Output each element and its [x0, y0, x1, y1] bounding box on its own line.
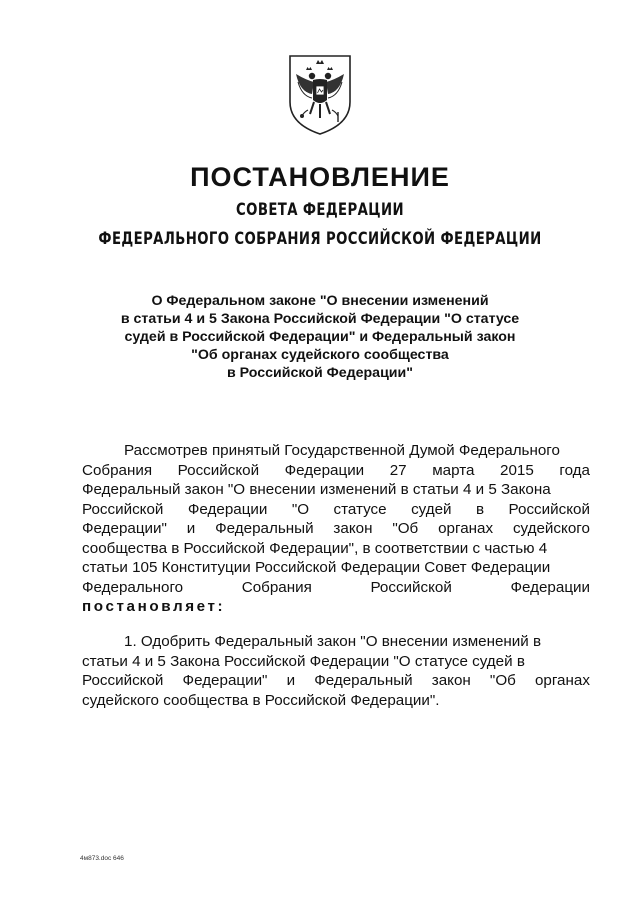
text-line: Рассмотрев принятый Государственной Думой Федерального — [124, 442, 560, 459]
resolution-heading — [60, 292, 580, 382]
word: Федерального — [82, 578, 184, 596]
word: 27 — [389, 461, 407, 479]
text-line-justified — [82, 519, 590, 539]
text-line-justified — [82, 671, 590, 691]
word: закон — [333, 520, 373, 537]
word: "Об — [392, 520, 419, 537]
word: Российской — [177, 461, 260, 479]
text-line: статьи 105 Конституции Российской Федерации Совет Федерации — [82, 559, 551, 576]
text-line: сообщества в Российской Федерации", в соответствии с частью 4 — [82, 539, 548, 557]
issuer-line-1: СОВЕТА ФЕДЕРАЦИИ — [236, 200, 404, 220]
word: и — [286, 672, 296, 689]
word: органах — [534, 672, 590, 689]
word: марта — [432, 461, 475, 479]
word: судей — [411, 500, 452, 518]
word: "О — [291, 500, 310, 518]
word: статусе — [333, 500, 387, 518]
word: Федерации — [284, 461, 365, 479]
heading-line: О Федеральном законе "О внесении изменений — [151, 293, 489, 309]
word: Федерации — [187, 500, 268, 518]
heading-line: в статьи 4 и 5 Закона Российской Федерации "О статусе — [120, 311, 520, 327]
issuer-line-2: ФЕДЕРАЛЬНОГО СОБРАНИЯ РОССИЙСКОЙ ФЕДЕРАЦИИ — [98, 229, 542, 249]
word: Собрания — [82, 461, 153, 479]
heading-line: в Российской Федерации" — [227, 365, 413, 381]
text-line: судейского сообщества в Российской Федерации". — [82, 691, 440, 709]
text-line: статьи 4 и 5 Закона Российской Федерации "О статусе судей в — [82, 652, 525, 670]
word: "Об — [489, 672, 516, 689]
word: органах — [438, 520, 494, 537]
document-title: ПОСТАНОВЛЕНИЕ — [190, 162, 450, 192]
text-line: Федеральный закон "О внесении изменений в статьи 4 и 5 Закона — [82, 481, 551, 498]
paragraph-preamble — [82, 441, 590, 617]
document-code: 4м873.doc 646 — [80, 855, 124, 862]
word: Федерации" — [182, 672, 268, 689]
word: Федеральный — [314, 672, 413, 689]
word: Федеральный — [215, 520, 314, 537]
word: Российской — [508, 500, 590, 518]
word: Российской — [82, 500, 164, 518]
decision-word: постановляет: — [82, 598, 226, 615]
text-line-justified — [82, 461, 590, 481]
word: года — [559, 461, 590, 479]
word: Российской — [370, 578, 452, 596]
word: Федерации" — [82, 520, 167, 537]
text-line-justified — [82, 500, 590, 520]
word: в — [476, 500, 485, 518]
paragraph-item-1 — [82, 632, 590, 710]
word: Федерации — [510, 578, 590, 596]
text-line: 1. Одобрить Федеральный закон "О внесении изменений в — [124, 633, 542, 650]
word: Собрания — [241, 578, 312, 596]
word: 2015 — [500, 461, 534, 479]
word: Российской — [82, 672, 164, 689]
text-line-justified — [82, 578, 590, 598]
coat-of-arms-eagle-icon — [286, 52, 354, 136]
word: судейского — [512, 520, 590, 537]
word: закон — [431, 672, 471, 689]
heading-line: "Об органах судейского сообщества — [191, 347, 449, 363]
heading-line: судей в Российской Федерации" и Федеральный закон — [124, 329, 516, 345]
word: и — [186, 520, 196, 537]
